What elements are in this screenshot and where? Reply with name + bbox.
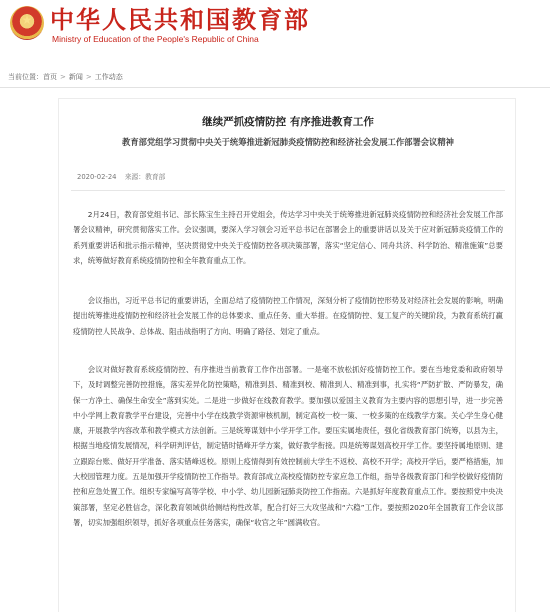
breadcrumb-divider	[0, 87, 550, 88]
breadcrumb-separator: >	[60, 73, 66, 81]
meta-divider	[71, 190, 505, 191]
breadcrumb-item-home[interactable]: 首页	[43, 73, 57, 81]
breadcrumb-item-news[interactable]: 新闻	[68, 73, 83, 81]
national-emblem-icon[interactable]	[10, 6, 44, 40]
article-source: 来源：教育部	[124, 173, 166, 181]
article-date: 2020-02-24	[77, 173, 117, 181]
site-title[interactable]: 中华人民共和国教育部	[50, 5, 310, 34]
article-subtitle: 教育部党组学习贯彻中央关于统筹推进新冠肺炎疫情防控和经济社会发展工作部署会议精神	[122, 137, 454, 147]
breadcrumb-separator: >	[85, 73, 92, 81]
site-subtitle: Ministry of Education of the People's Republic of China	[52, 34, 259, 44]
article-paragraph: 2月24日，教育部党组书记、部长陈宝生主持召开党组会，传达学习中央关于统筹推进新冠肺炎疫情防控和经济社会发展工作部署会议精神，研究贯彻落实工作。会议强调，要深入学习领会习近平总书记在部署会上的重要讲话以及关于应对新冠肺炎疫情工作的系列重要讲话和批示指示精神，坚决贯彻党中央关于疫情防控各项决策部署，落实“坚定信心、同舟共济、科学防治、精准施策”总要求，统筹做好教育系统疫情防控和全年教育重点工作。	[73, 210, 503, 265]
article-title: 继续严抓疫情防控 有序推进教育工作	[202, 116, 374, 128]
article-card	[58, 98, 516, 612]
article-meta	[77, 172, 165, 182]
article-paragraph: 会议对做好教育系统疫情防控、有序推进当前教育工作作出部署。一是毫不放松抓好疫情防控工作。要在当地党委和政府领导下，及时调整完善防控措施，落实差异化防控策略，精准到县、精准到校、精准到人、精准到事，扎实将“严防扩散、严防暴发，确保一方净土、确保生命安全”落到实处。二是进一步做好在线教育教学。要加强以爱国主义教育为主要内容的思想引导，进一步完善中小学网上教育教学平台建设，完善中小学在线教学资源审核机制，制定高校一校一策、一校多策的在线教学方案。关心学生身心健康，开展教学内容改革和教学模式方法创新。三是统筹谋划中小学开学工作。要压实属地责任，强化省级教育部门统筹，以县为主，根据当地疫情发展情况，科学研判评估，制定错时错峰开学方案，做好教学衔接。四是统筹谋划高校开学工作。要坚持属地原则、建立跟踪台账、做好开学准备、落实错峰返校。原则上疫情得到有效控制前大学生不返校、高校不开学；高校开学后，要严格措施，加大校园管理力度。五是加强开学疫情防控工作指导。教育部成立高校疫情防控专家应急工作组，指导各级教育部门和学校做好疫情防控和应急处置工作。组织专家编写高等学校、中小学、幼儿园新冠肺炎防控工作指南。六是抓好年度教育重点工作。要按照党中央决策部署，坚定必胜信念，深化教育领域供给侧结构性改革，配合打好三大攻坚战和“六稳”工作。要按照2020年全国教育工作会议部署，切实加强组织领导，抓好各项重点任务落实，确保“收官之年”圆满收官。	[73, 365, 503, 527]
site-header	[0, 0, 550, 52]
breadcrumb-item-work-news[interactable]: 工作动态	[94, 73, 123, 81]
breadcrumb-label: 当前位置：	[8, 73, 43, 81]
emblem-star-icon: ★	[21, 13, 33, 28]
article-paragraph: 会议指出，习近平总书记的重要讲话，全面总结了疫情防控工作情况，深刻分析了疫情防控形势及对经济社会发展的影响，明确提出统筹推进疫情防控和经济社会发展工作的总体要求、重点任务、重大举措。在疫情防控、复工复产的关键阶段，为教育系统打赢疫情防控人民战争、总体战、阻击战指明了方向、明确了路径、划定了重点。	[73, 296, 503, 336]
breadcrumb	[8, 71, 123, 83]
